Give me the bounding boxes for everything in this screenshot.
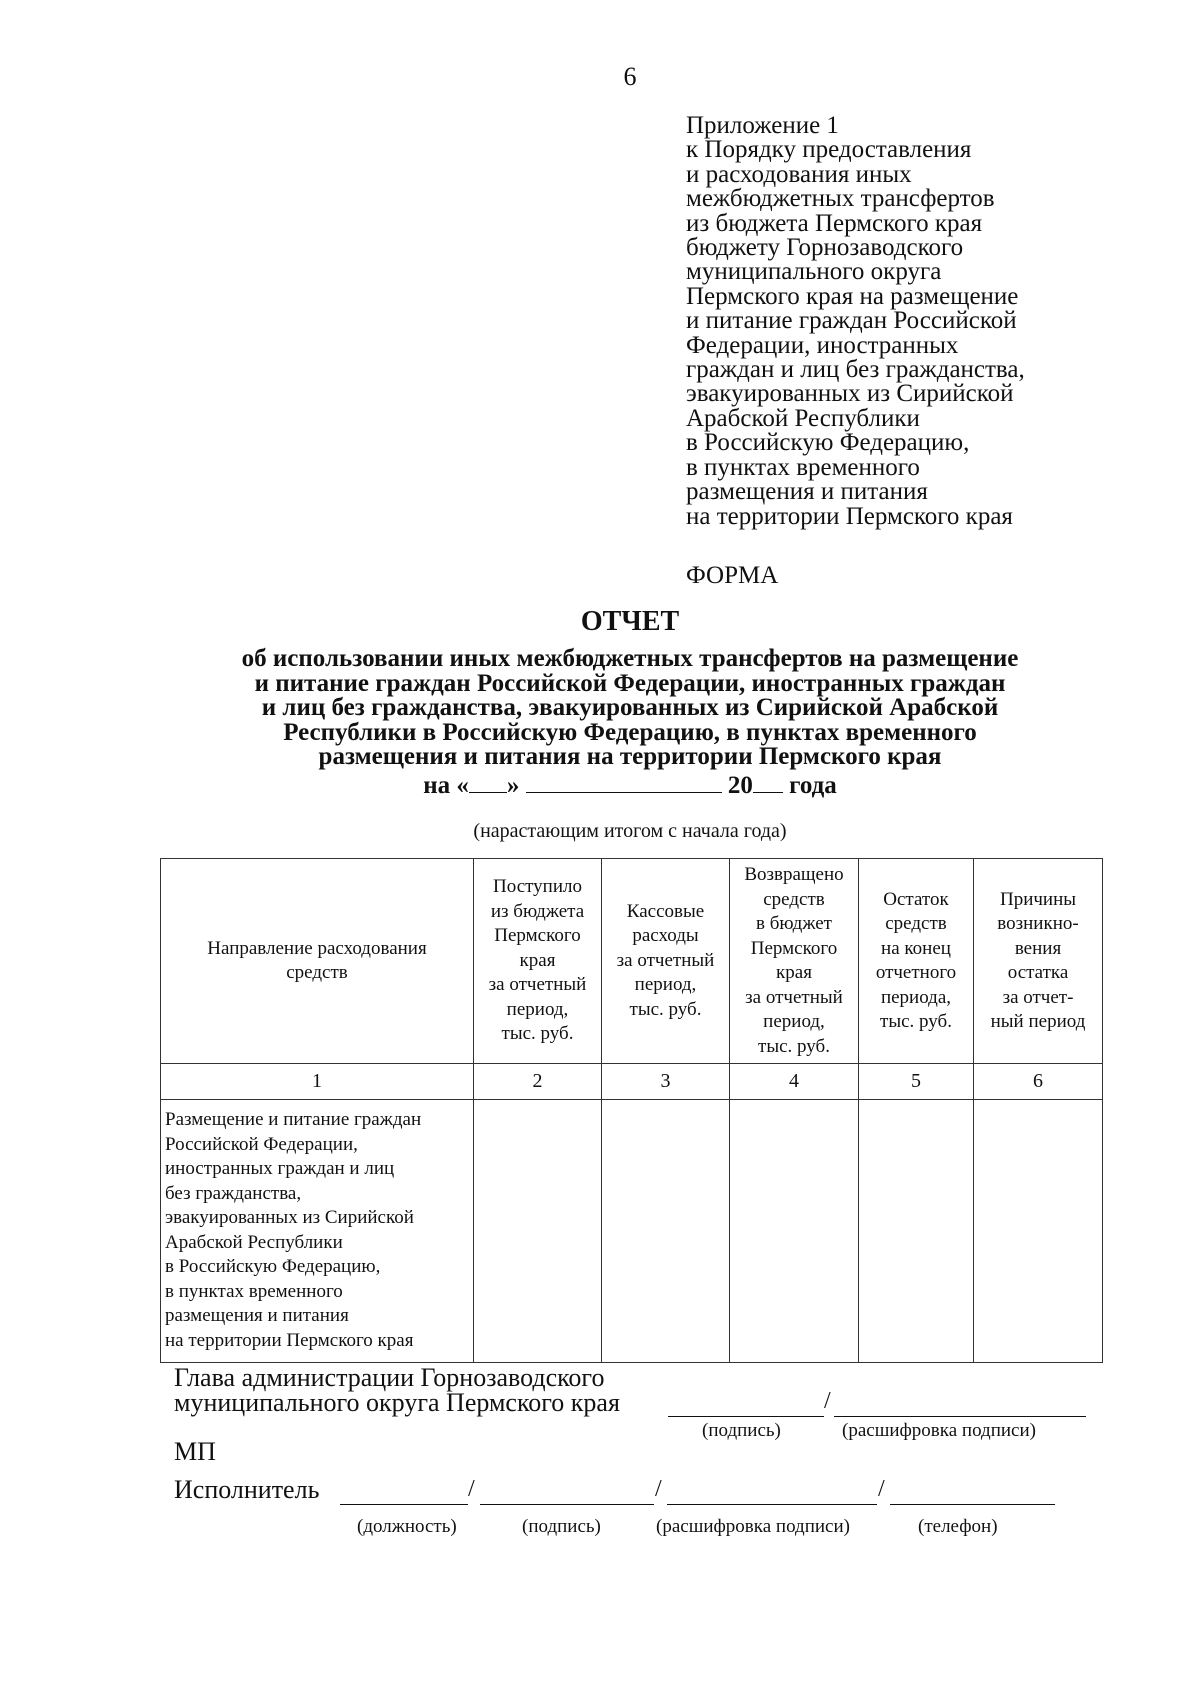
header-returned <box>730 859 859 1064</box>
header-line: вения <box>1014 937 1062 959</box>
appendix-line: граждан и лиц без гражданства, <box>686 356 1025 384</box>
appendix-line: в пунктах временного <box>686 453 920 481</box>
subtitle-line: и лиц без гражданства, эвакуированных из Сирийской Арабской <box>261 694 999 721</box>
executor-position-caption: (должность) <box>357 1516 457 1537</box>
header-line: за отчет- <box>1002 986 1074 1008</box>
header-line: на конец <box>881 937 951 959</box>
header-line: средств <box>763 888 825 910</box>
direction-line: на территории Пермского края <box>165 1329 414 1351</box>
header-line: ный период <box>990 1011 1086 1032</box>
appendix-line: эвакуированных из Сирийской <box>686 380 1014 408</box>
executor-position-field[interactable] <box>340 1504 468 1505</box>
direction-line: Арабской Республики <box>165 1231 343 1253</box>
direction-line: размещения и питания <box>165 1305 349 1326</box>
slash-separator: / <box>878 1476 885 1502</box>
column-number: 5 <box>859 1064 974 1100</box>
executor-sign-caption: (подпись) <box>522 1516 601 1537</box>
header-line: тыс. руб. <box>758 1035 830 1057</box>
header-line: Пермского <box>750 937 838 959</box>
subtitle-line: об использовании иных межбюджетных трансфертов на размещение <box>241 645 1019 672</box>
cumulative-note: (нарастающим итогом с начала года) <box>473 820 787 842</box>
subtitle-line: размещения и питания на территории Пермского края <box>318 743 942 770</box>
year-prefix: 20 <box>727 772 753 799</box>
executor-phone-field[interactable] <box>890 1504 1055 1505</box>
header-line: возникно- <box>997 913 1079 934</box>
table-row <box>161 1100 1103 1363</box>
head-title-line: Глава администрации Горнозаводского <box>174 1363 605 1392</box>
header-direction <box>161 859 474 1064</box>
form-label: ФОРМА <box>686 562 779 589</box>
head-title-line: муниципального округа Пермского края <box>174 1388 620 1417</box>
header-line: Пермского <box>494 925 581 947</box>
direction-cell <box>161 1100 474 1363</box>
header-line: тыс. руб. <box>501 1023 574 1045</box>
header-line: средств <box>885 913 947 934</box>
appendix-line: и расходования иных <box>686 160 912 188</box>
executor-phone-caption: (телефон) <box>918 1516 998 1537</box>
appendix-line: и питание граждан Российской <box>686 307 1017 335</box>
appendix-line: Пермского края на размещение <box>686 282 1019 310</box>
slash-separator: / <box>468 1476 475 1502</box>
report-date <box>0 770 1200 800</box>
appendix-line: в Российскую Федерацию, <box>686 429 970 457</box>
month-field[interactable] <box>526 770 722 793</box>
appendix-line: из бюджета Пермского края <box>686 209 983 237</box>
header-line: за отчетный <box>616 949 715 971</box>
date-mid: » <box>506 772 520 799</box>
column-number: 3 <box>602 1064 730 1100</box>
executor-signature-field[interactable] <box>480 1504 654 1505</box>
column-number: 1 <box>161 1064 474 1100</box>
header-line: период, <box>506 998 569 1020</box>
returned-cell[interactable] <box>730 1100 859 1363</box>
header-line: периода, <box>880 986 952 1008</box>
direction-line: иностранных граждан и лиц <box>165 1158 395 1179</box>
subtitle-line: Республики в Российскую Федерацию, в пунктах временного <box>283 718 977 746</box>
direction-line: без гражданства, <box>165 1182 302 1204</box>
report-subtitle <box>150 647 1110 770</box>
header-line: Кассовые <box>626 900 705 922</box>
report-title: ОТЧЕТ <box>580 606 680 637</box>
table-header-row <box>161 859 1103 1064</box>
header-line: в бюджет <box>756 913 832 934</box>
slash-separator: / <box>824 1388 831 1414</box>
direction-line: эвакуированных из Сирийской <box>165 1207 414 1228</box>
header-line: края <box>776 962 812 983</box>
appendix-line: на территории Пермского края <box>686 502 1013 530</box>
column-number: 4 <box>730 1064 859 1100</box>
header-line: Поступило <box>493 876 582 898</box>
header-line: расходы <box>632 925 699 947</box>
subtitle-line: и питание граждан Российской Федерации, иностранных граждан <box>254 669 1006 697</box>
page-number: 6 <box>623 62 637 91</box>
reasons-cell[interactable] <box>974 1100 1103 1363</box>
column-number: 6 <box>974 1064 1103 1100</box>
appendix-line: межбюджетных трансфертов <box>686 185 995 213</box>
header-line: период, <box>634 974 697 996</box>
header-line: за отчетный <box>745 986 843 1008</box>
direction-line: Российской Федерации, <box>165 1133 358 1155</box>
appendix-line: к Порядку предоставления <box>686 136 972 164</box>
header-received <box>474 859 602 1064</box>
direction-line: Размещение и питание граждан <box>165 1109 422 1130</box>
header-line: края <box>519 949 556 971</box>
appendix-line: Арабской Республики <box>686 404 920 432</box>
cash-expenses-cell[interactable] <box>602 1100 730 1363</box>
column-number-row <box>161 1064 1103 1100</box>
header-cash-expenses <box>602 859 730 1064</box>
header-line: Причины <box>999 888 1077 910</box>
head-signature-field[interactable] <box>668 1416 824 1417</box>
balance-cell[interactable] <box>859 1100 974 1363</box>
header-line: средств <box>286 962 348 983</box>
head-decode-field[interactable] <box>834 1416 1086 1417</box>
executor-label: Исполнитель <box>174 1475 320 1504</box>
received-cell[interactable] <box>474 1100 602 1363</box>
header-line: Возвращено <box>744 864 844 885</box>
header-reasons <box>974 859 1103 1064</box>
appendix-line: Приложение 1 <box>686 112 839 139</box>
appendix-block <box>686 114 1126 529</box>
direction-line: в пунктах временного <box>165 1280 343 1302</box>
header-line: из бюджета <box>490 900 585 922</box>
head-sign-caption: (подпись) <box>702 1420 781 1441</box>
head-signature-label <box>174 1365 620 1415</box>
day-field[interactable] <box>469 770 507 793</box>
header-line: тыс. руб. <box>880 1011 952 1032</box>
header-line: Направление расходования <box>207 937 427 959</box>
appendix-line: Федерации, иностранных <box>686 331 959 359</box>
executor-decode-field[interactable] <box>667 1504 877 1505</box>
header-line: период, <box>763 1011 825 1032</box>
header-line: остатка <box>1007 962 1069 983</box>
executor-decode-caption: (расшифровка подписи) <box>656 1516 850 1537</box>
year-field[interactable] <box>753 770 783 793</box>
direction-line: в Российскую Федерацию, <box>165 1256 381 1277</box>
header-line: отчетного <box>875 962 957 983</box>
header-line: Остаток <box>883 888 949 910</box>
slash-separator: / <box>655 1476 662 1502</box>
appendix-line: размещения и питания <box>686 478 928 506</box>
header-line: тыс. руб. <box>629 998 702 1020</box>
head-decode-caption: (расшифровка подписи) <box>842 1420 1036 1441</box>
header-balance <box>859 859 974 1064</box>
date-suffix: года <box>789 772 837 799</box>
column-number: 2 <box>474 1064 602 1100</box>
stamp-placeholder: МП <box>174 1437 216 1466</box>
date-prefix: на « <box>423 772 469 799</box>
header-line: за отчетный <box>488 974 587 996</box>
appendix-line: бюджету Горнозаводского <box>686 234 964 262</box>
appendix-line: муниципального округа <box>686 258 942 286</box>
report-table <box>160 858 1103 1363</box>
